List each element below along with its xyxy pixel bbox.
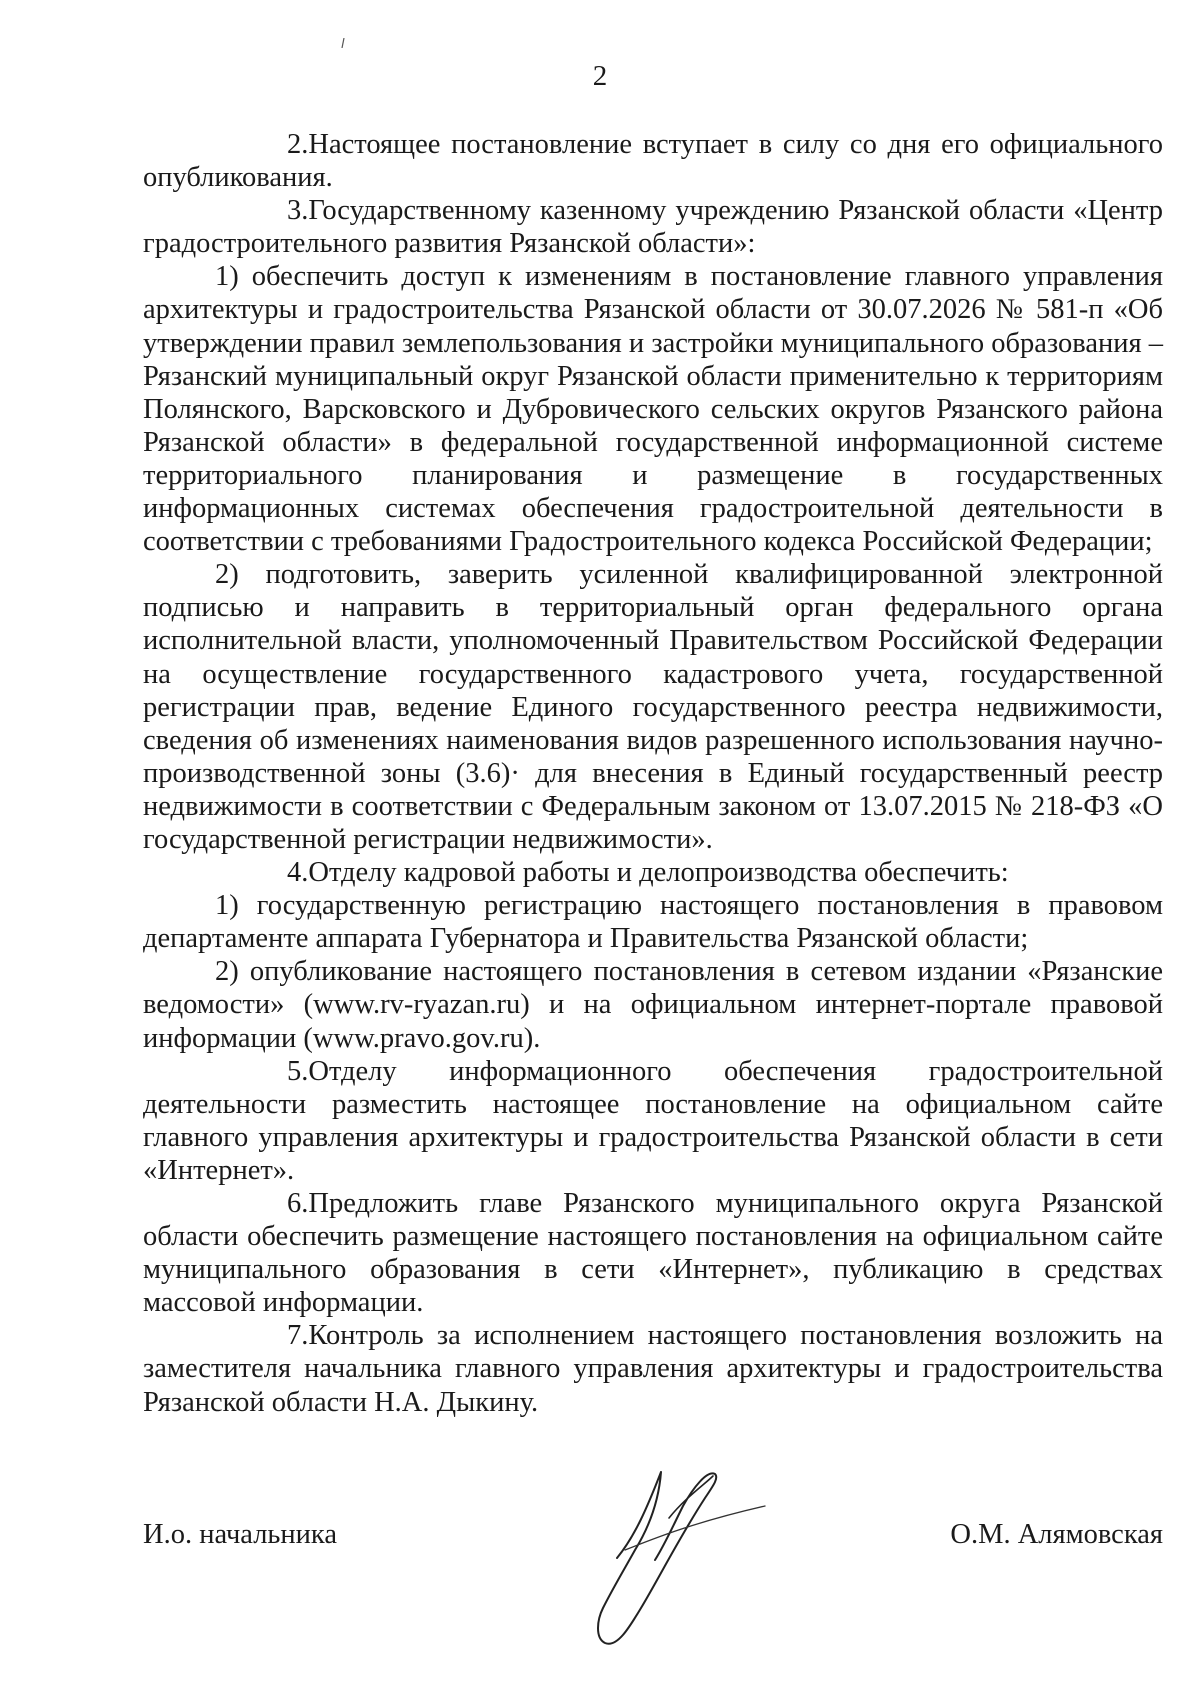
paragraph-text: 1) государственную регистрацию настоящего постановления в правовом департаменте аппарата Губернатора и Правительства Рязанской области; <box>143 890 1163 955</box>
paragraph-7 <box>143 1319 1163 1418</box>
paragraph-text: Предложить главе Рязанского муниципального округа Рязанской области обеспечить размещение настоящего постановления на официальном сайте муниципального образования в сети «Интернет», публикацию в средствах массовой информации. <box>143 1188 1163 1319</box>
paragraph-number: 5. <box>287 1055 309 1087</box>
page-number: 2 <box>592 60 608 92</box>
paragraph-text: 2) подготовить, заверить усиленной квалифицированной электронной подписью и направить в территориальный орган федерального органа исполнительной власти, уполномоченный Правительством Российской Федерации на осуществление государственного кадастрового учета, государственной регистрации прав, ведение Единого государственного реестра недвижимости, сведения об изменениях наименования видов разрешенного использования научно-производственной зоны (3.6)· для внесения в Единый государственный реестр недвижимости в соответствии с Федеральным законом от 13.07.2015 № 218-ФЗ «О государственной регистрации недвижимости». <box>143 559 1163 855</box>
paragraph-3 <box>143 194 1163 260</box>
paragraph-5 <box>143 1055 1163 1187</box>
paragraph-4-1 <box>143 889 1163 955</box>
paragraph-3-2 <box>143 558 1163 856</box>
paragraph-text: Отделу кадровой работы и делопроизводства обеспечить: <box>308 857 1009 889</box>
paragraph-text: Отделу информационного обеспечения градостроительной деятельности разместить настоящее постановление на официальном сайте главного управления архитектуры и градостроительства Рязанской области в сети «Интернет». <box>143 1055 1163 1186</box>
handwritten-signature <box>595 1458 775 1658</box>
paragraph-3-1 <box>143 260 1163 558</box>
paragraph-text: 1) обеспечить доступ к изменениям в постановление главного управления архитектуры и градостроительства Рязанской области от 30.07.2026 № 581-п «Об утверждении правил землепользования и застройки муниципального образования – Рязанский муниципальный округ Рязанской области применительно к территориям Полянского, Варсковского и Дубровического сельских округов Рязанского района Рязанской области» в федеральной государственной информационной системе территориального планирования и размещение в государственных информационных системах обеспечения градостроительной деятельности в соответствии с требованиями Градостроительного кодекса Российской Федерации; <box>143 261 1163 558</box>
paragraph-4 <box>143 856 1163 889</box>
paragraph-number: 6. <box>287 1188 309 1219</box>
paragraph-text: Государственному казенному учреждению Рязанской области «Центр градостроительного развития Рязанской области»: <box>143 195 1163 260</box>
paragraph-text: 2) опубликование настоящего постановления в сетевом издании «Рязанские ведомости» (www.rv-ryazan.ru) и на официальном интернет-портале правовой информации (www.pravo.gov.ru). <box>143 956 1163 1054</box>
signatory-position: И.о. начальника <box>143 1519 337 1550</box>
paragraph-4-2 <box>143 955 1163 1054</box>
paragraph-text: Настоящее постановление вступает в силу со дня его официального опубликования. <box>143 129 1163 194</box>
paragraph-2 <box>143 128 1163 194</box>
document-body <box>143 128 1163 1419</box>
paragraph-number: 2. <box>287 129 309 160</box>
paragraph-6 <box>143 1187 1163 1319</box>
scan-speck <box>340 38 346 48</box>
paragraph-text: Контроль за исполнением настоящего постановления возложить на заместителя начальника главного управления архитектуры и градостроительства Рязанской области Н.А. Дыкину. <box>143 1320 1163 1418</box>
paragraph-number: 3. <box>287 195 309 227</box>
paragraph-number: 7. <box>287 1320 309 1352</box>
paragraph-number: 4. <box>287 857 309 889</box>
signatory-name: О.М. Алямовская <box>950 1519 1163 1550</box>
